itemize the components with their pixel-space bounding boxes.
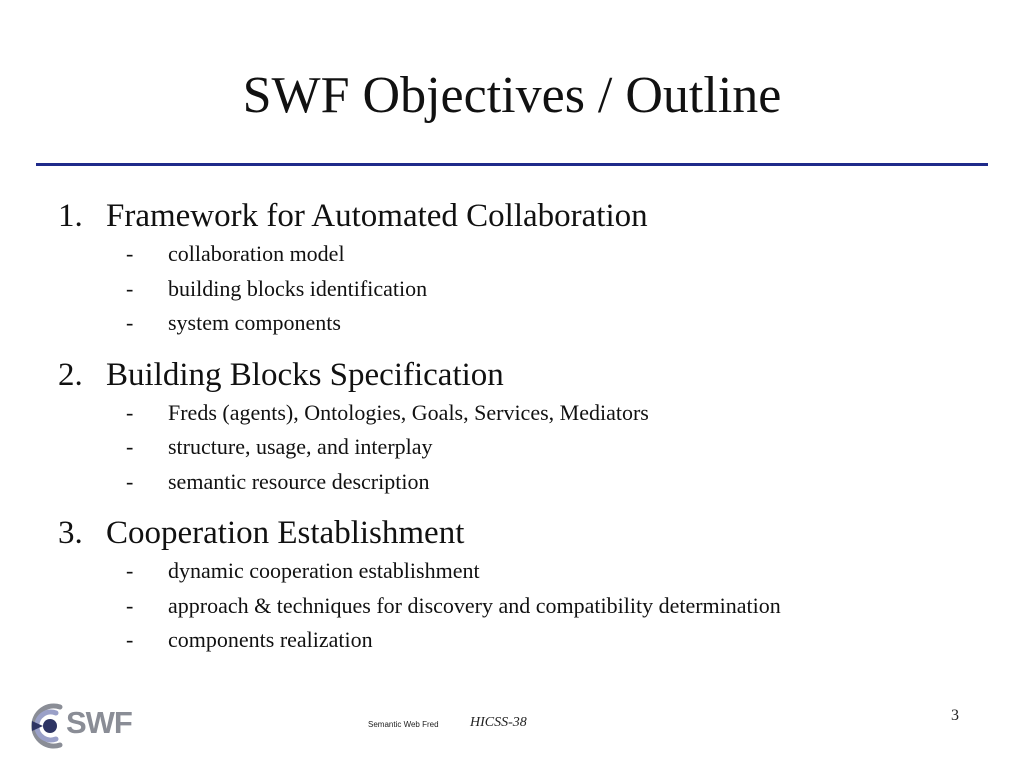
sub-item-text: Freds (agents), Ontologies, Goals, Services, Mediators [168,399,649,425]
sub-item-text: collaboration model [168,241,345,266]
sub-list [58,396,998,500]
swf-logo [30,699,140,753]
dash-bullet: - [126,558,134,583]
section-heading [58,196,998,236]
dash-bullet: - [126,275,134,301]
sub-list [58,237,998,341]
outline-section [58,513,998,658]
title-divider [36,163,988,166]
outline-list [58,196,998,672]
sub-item-text: semantic resource description [168,468,430,494]
logo-text: SWF [66,705,132,740]
dash-bullet: - [126,592,134,618]
slide-title: SWF Objectives / Outline [242,67,782,124]
dash-bullet: - [126,434,134,459]
sub-list [58,554,998,658]
sub-item [58,465,998,500]
sub-item [58,554,998,589]
sub-item-text: dynamic cooperation establishment [168,558,480,583]
swf-swirl-logo-icon [30,699,70,753]
sub-item [58,237,998,272]
sub-item [58,623,998,658]
sub-item-text: components realization [168,627,373,652]
section-number: 1. [58,198,83,234]
section-title: Framework for Automated Collaboration [106,198,648,234]
sub-item [58,272,998,307]
section-number: 2. [58,356,83,393]
sub-item [58,430,998,465]
section-title: Building Blocks Specification [106,356,504,393]
outline-section [58,355,998,500]
footer-tagline: Semantic Web Fred [368,720,439,729]
sub-item-text: approach & techniques for discovery and compatibility determination [168,592,781,618]
sub-item [58,396,998,431]
section-number: 3. [58,515,83,551]
sub-item-text: building blocks identification [168,275,428,301]
sub-item [58,589,998,624]
footer-conference: HICSS-38 [470,715,527,730]
section-heading [58,355,998,395]
section-heading [58,513,998,553]
dash-bullet: - [126,468,134,494]
dash-bullet: - [126,241,134,266]
dash-bullet: - [126,310,134,335]
sub-item [58,306,998,341]
dash-bullet: - [126,627,134,652]
outline-section [58,196,998,341]
sub-item-text: structure, usage, and interplay [168,434,433,459]
sub-item-text: system components [168,310,341,335]
page-number: 3 [951,707,959,724]
dash-bullet: - [126,399,134,425]
section-title: Cooperation Establishment [106,515,465,551]
